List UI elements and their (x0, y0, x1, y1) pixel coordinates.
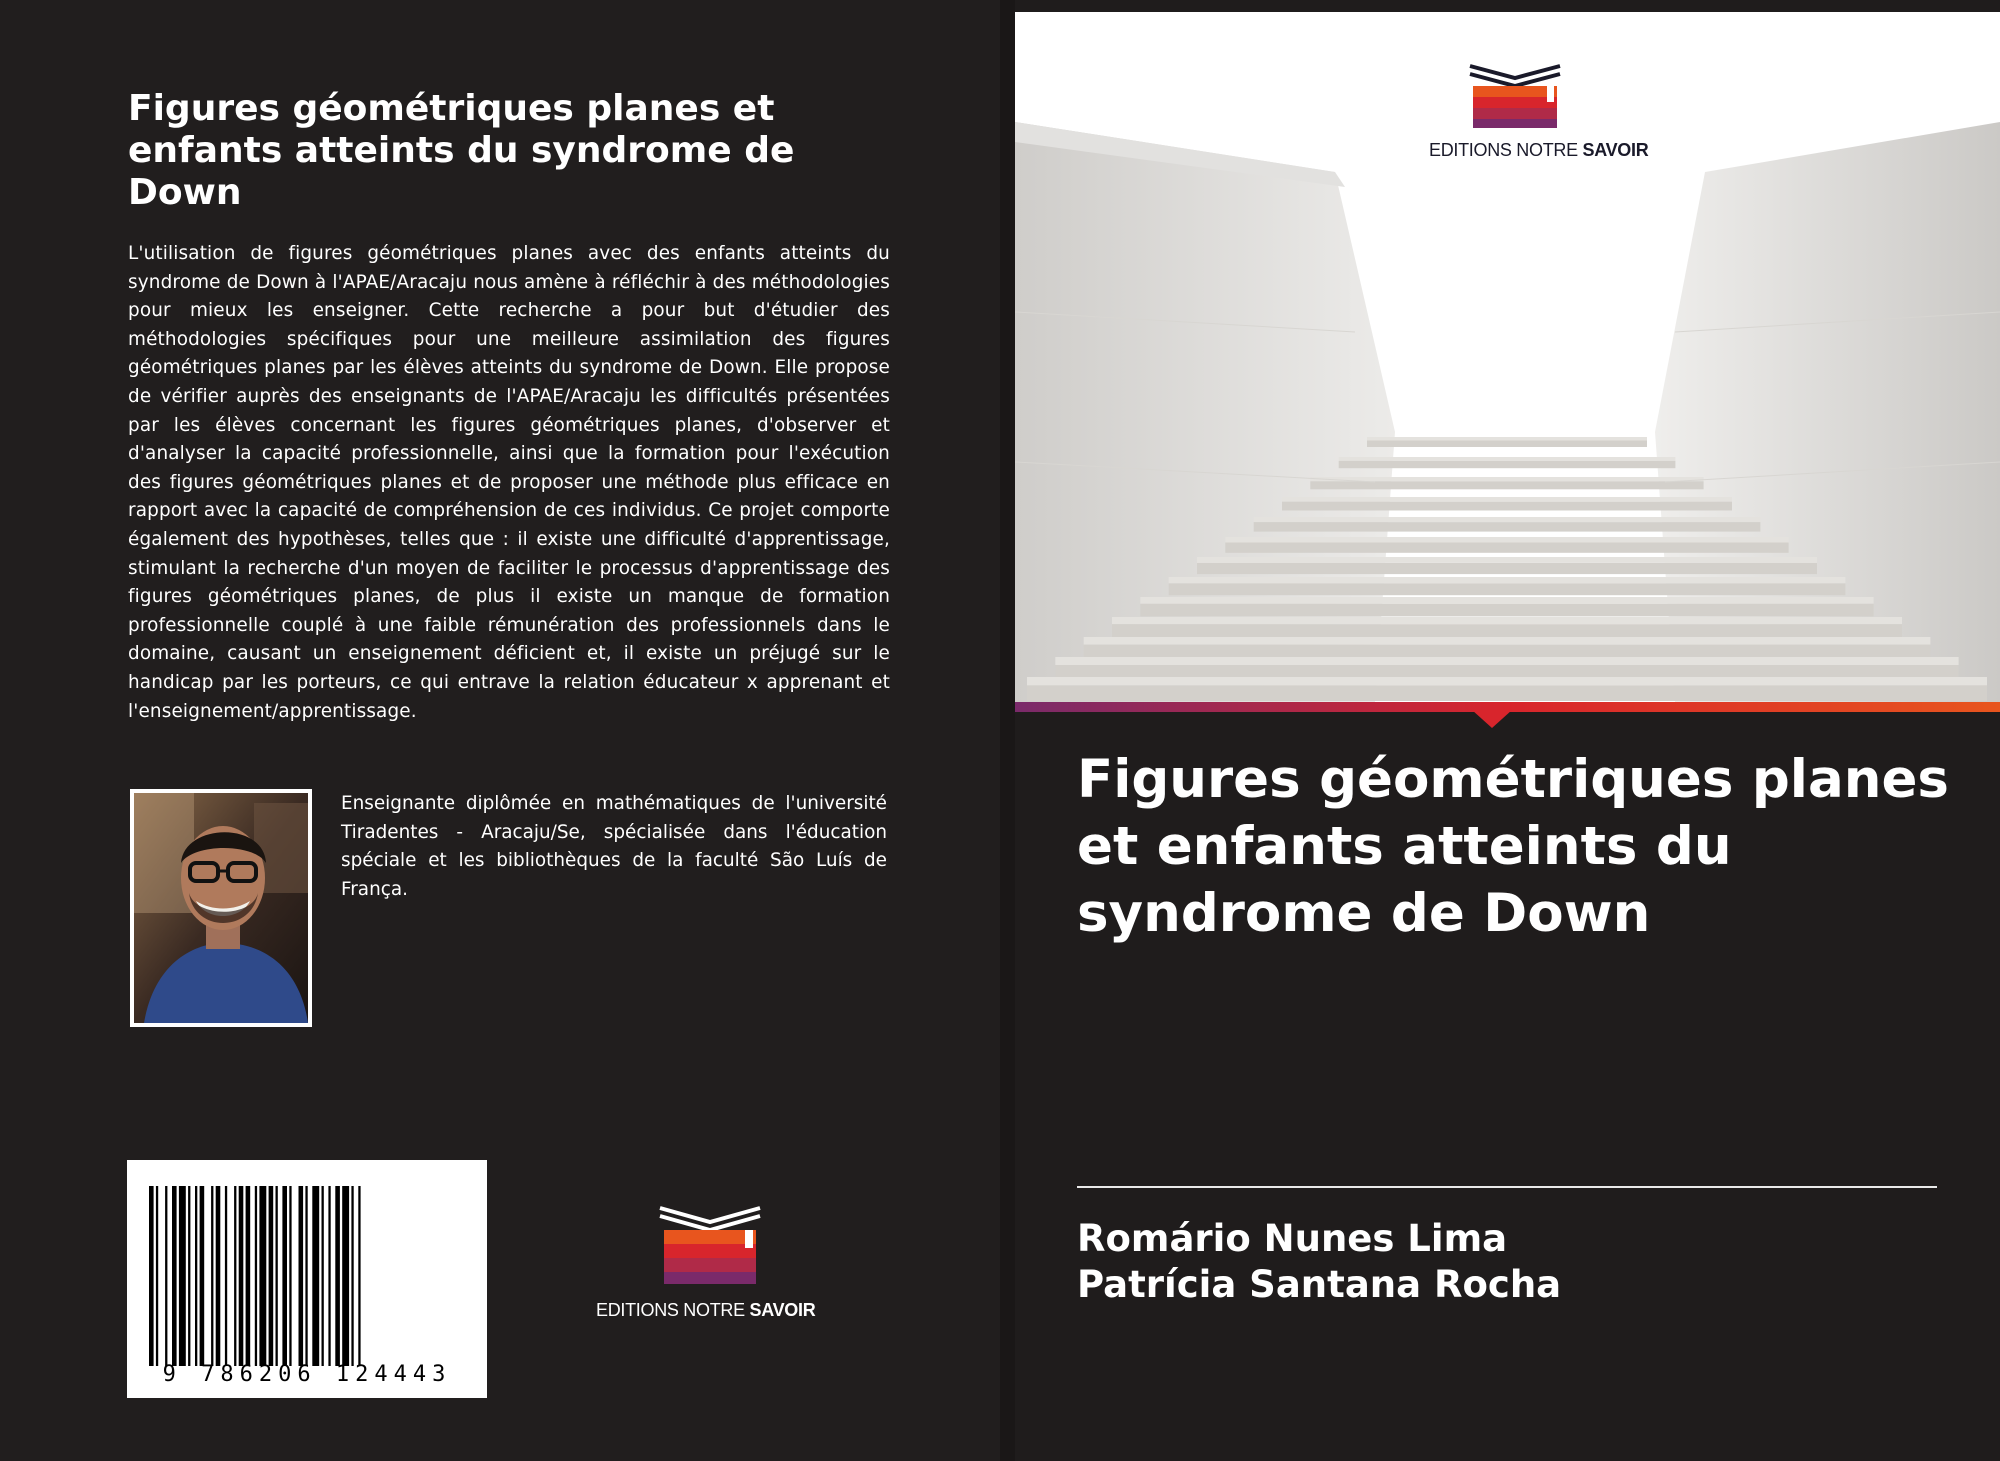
publisher-name-front (1429, 140, 1648, 161)
publisher-logo-back (590, 1200, 830, 1330)
author-name: Romário Nunes Lima (1077, 1217, 1508, 1260)
barcode-bars (149, 1186, 465, 1366)
author-photo (130, 789, 312, 1027)
accent-notch (1472, 710, 1512, 728)
author-name: Patrícia Santana Rocha (1077, 1263, 1562, 1306)
publisher-logo-front (1425, 60, 1649, 170)
back-cover-title: Figures géométriques planes et enfants atteints du syndrome de Down (128, 88, 795, 213)
front-cover-title: Figures géométriques planes et enfants atteints du syndrome de Down (1077, 749, 1949, 944)
barcode (127, 1160, 487, 1398)
publisher-name-regular: EDITIONS NOTRE (596, 1300, 750, 1320)
spine (1000, 0, 1015, 1461)
divider (1077, 1186, 1937, 1188)
back-cover-summary: L'utilisation de figures géométriques planes avec des enfants atteints du syndrome de Down à l'APAE/Aracaju nous amène à réfléchir à des méthodologies pour mieux les enseigner. Cette recherche a pour but d'étudier des méthodologies spécifiques pour une meilleure assimilation des figures géométriques planes par les élèves atteints du syndrome de Down. Elle propose de vérifier auprès des enseignants de l'APAE/Aracaju les difficultés présentées par les élèves concernant les figures géométriques planes, d'observer et d'analyser la capacité professionnelle, ainsi que la formation pour l'exécution des figures géométriques planes et de proposer une méthode plus efficace en rapport avec la capacité de compréhension de ces individus. Ce projet comporte également des hypothèses, telles que : il existe une difficulté d'apprentissage, stimulant la recherche d'un moyen de faciliter le processus d'apprentissage des figures géométriques planes, de plus il existe un manque de formation professionnelle couplé à une faible rémunération des professionnels dans le domaine, causant un enseignement déficient et, il existe un préjugé sur le handicap par les porteurs, ce qui entrave la relation éducateur x apprenant et l'enseignement/apprentissage. (128, 243, 890, 722)
isbn-digits: 9 786206 124443 (162, 1362, 452, 1387)
publisher-name-bold: SAVOIR (749, 1300, 816, 1320)
author-names (1077, 1216, 1957, 1308)
book-stack-icon (590, 1200, 830, 1290)
publisher-name-back (596, 1300, 815, 1321)
author-portrait-image (134, 793, 308, 1023)
author-bio: Enseignante diplômée en mathématiques de l'université Tiradentes - Aracaju/Se, spécialisée dans l'éducation spéciale et les bibliothèques de la faculté São Luís de França. (341, 793, 887, 900)
book-stack-icon (1465, 60, 1565, 130)
publisher-name-regular: EDITIONS NOTRE (1429, 140, 1583, 160)
publisher-name-bold: SAVOIR (1582, 140, 1649, 160)
